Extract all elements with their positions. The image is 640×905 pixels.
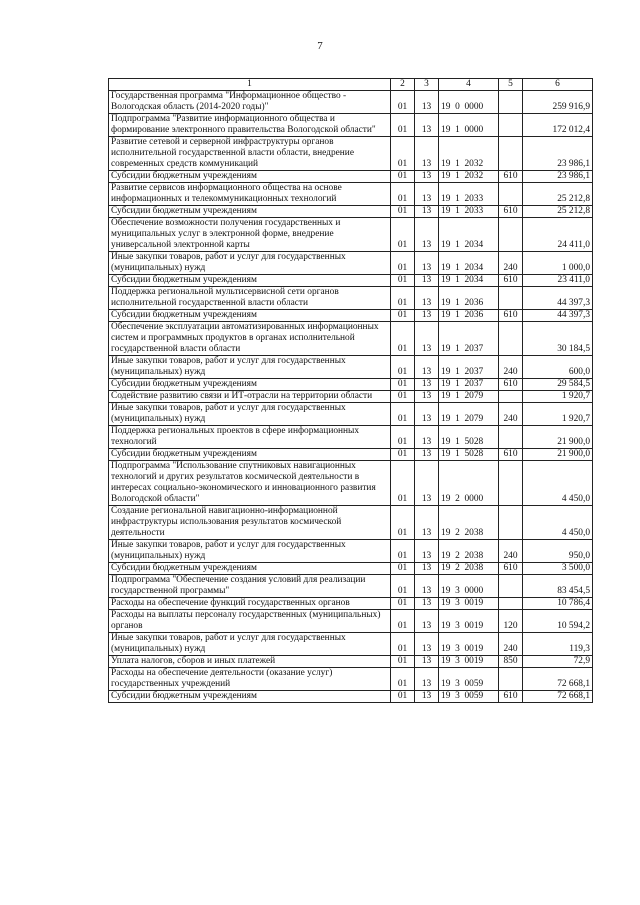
row-col-5: 610 [499,563,523,575]
row-name: Поддержка региональной мультисервисной сети органов исполнительной государственной власти области [109,287,391,310]
row-col-5: 610 [499,449,523,461]
row-col-2: 01 [391,540,415,563]
row-col-4: 19 2 2038 [439,563,499,575]
row-col-4: 19 2 0000 [439,461,499,506]
row-col-4: 19 1 2034 [439,218,499,252]
row-amount: 10 786,4 [523,598,593,610]
table-row [109,91,593,114]
row-col-5: 850 [499,656,523,668]
row-col-5 [499,426,523,449]
row-col-5 [499,114,523,137]
row-col-3: 13 [415,461,439,506]
header-col-5: 5 [499,79,523,91]
table-row [109,183,593,206]
row-name: Расходы на обеспечение функций государственных органов [109,598,391,610]
row-col-3: 13 [415,403,439,426]
row-name: Субсидии бюджетным учреждениям [109,206,391,218]
row-amount: 83 454,5 [523,575,593,598]
table-row [109,206,593,218]
row-amount: 172 012,4 [523,114,593,137]
row-col-2: 01 [391,575,415,598]
row-col-5: 240 [499,633,523,656]
row-col-4: 19 2 2038 [439,540,499,563]
page-number: 7 [317,40,323,52]
row-name: Подпрограмма "Использование спутниковых навигационных технологий и других результатов космической деятельности в интересах социально-экономического и инновационного развития Вологодской области" [109,461,391,506]
row-col-3: 13 [415,356,439,379]
table-row [109,275,593,287]
row-col-5: 240 [499,403,523,426]
table-row [109,322,593,356]
row-name: Иные закупки товаров, работ и услуг для государственных (муниципальных) нужд [109,633,391,656]
row-col-5: 240 [499,540,523,563]
row-col-2: 01 [391,633,415,656]
row-col-4: 19 1 2037 [439,322,499,356]
row-col-5: 610 [499,379,523,391]
budget-table [108,78,593,703]
row-name: Субсидии бюджетным учреждениям [109,275,391,287]
row-name: Иные закупки товаров, работ и услуг для государственных (муниципальных) нужд [109,403,391,426]
row-amount: 10 594,2 [523,610,593,633]
row-amount: 72 668,1 [523,691,593,703]
row-col-3: 13 [415,598,439,610]
table-row [109,449,593,461]
row-col-2: 01 [391,287,415,310]
row-col-2: 01 [391,137,415,171]
row-col-5 [499,137,523,171]
row-col-3: 13 [415,668,439,691]
row-name: Иные закупки товаров, работ и услуг для государственных (муниципальных) нужд [109,540,391,563]
row-col-3: 13 [415,91,439,114]
row-col-2: 01 [391,356,415,379]
row-name: Подпрограмма "Развитие информационного общества и формирование электронного правительства Вологодской области" [109,114,391,137]
row-col-3: 13 [415,540,439,563]
row-col-4: 19 1 2034 [439,252,499,275]
row-col-2: 01 [391,403,415,426]
row-col-4: 19 1 2032 [439,171,499,183]
row-col-3: 13 [415,656,439,668]
table-row [109,575,593,598]
row-name: Поддержка региональных проектов в сфере информационных технологий [109,426,391,449]
row-amount: 72 668,1 [523,668,593,691]
row-col-3: 13 [415,114,439,137]
row-col-5 [499,218,523,252]
row-col-5 [499,598,523,610]
row-name: Расходы на выплаты персоналу государственных (муниципальных) органов [109,610,391,633]
row-col-2: 01 [391,275,415,287]
row-col-5 [499,287,523,310]
row-col-4: 19 1 2034 [439,275,499,287]
row-col-5 [499,322,523,356]
row-col-4: 19 1 5028 [439,449,499,461]
row-col-3: 13 [415,137,439,171]
table-row [109,391,593,403]
row-col-3: 13 [415,252,439,275]
row-amount: 600,0 [523,356,593,379]
row-col-4: 19 3 0000 [439,575,499,598]
row-name: Уплата налогов, сборов и иных платежей [109,656,391,668]
row-amount: 950,0 [523,540,593,563]
row-col-3: 13 [415,426,439,449]
row-col-3: 13 [415,218,439,252]
table-row [109,218,593,252]
row-col-3: 13 [415,379,439,391]
table-row [109,171,593,183]
row-amount: 21 900,0 [523,449,593,461]
row-col-4: 19 3 0059 [439,691,499,703]
row-name: Иные закупки товаров, работ и услуг для государственных (муниципальных) нужд [109,252,391,275]
row-name: Субсидии бюджетным учреждениям [109,449,391,461]
table-row [109,633,593,656]
row-col-5: 610 [499,206,523,218]
row-col-2: 01 [391,391,415,403]
row-col-2: 01 [391,598,415,610]
row-col-2: 01 [391,691,415,703]
row-col-3: 13 [415,691,439,703]
row-col-5: 610 [499,691,523,703]
row-name: Подпрограмма "Обеспечение создания условий для реализации государственной программы" [109,575,391,598]
row-col-5 [499,575,523,598]
row-name: Субсидии бюджетным учреждениям [109,379,391,391]
row-name: Субсидии бюджетным учреждениям [109,563,391,575]
table-row [109,287,593,310]
row-col-4: 19 1 5028 [439,426,499,449]
row-name: Иные закупки товаров, работ и услуг для государственных (муниципальных) нужд [109,356,391,379]
row-amount: 1 920,7 [523,391,593,403]
row-amount: 29 584,5 [523,379,593,391]
row-amount: 259 916,9 [523,91,593,114]
row-amount: 72,9 [523,656,593,668]
row-col-3: 13 [415,391,439,403]
row-col-2: 01 [391,656,415,668]
row-col-2: 01 [391,610,415,633]
row-amount: 44 397,3 [523,310,593,322]
row-col-3: 13 [415,633,439,656]
row-name: Развитие сервисов информационного общества на основе информационных и телекоммуникационных технологий [109,183,391,206]
row-col-2: 01 [391,114,415,137]
row-col-3: 13 [415,171,439,183]
row-name: Обеспечение эксплуатации автоматизированных информационных систем и программных продуктов в органах исполнительной государственной власти области [109,322,391,356]
row-col-2: 01 [391,426,415,449]
header-col-4: 4 [439,79,499,91]
row-col-5 [499,91,523,114]
row-col-2: 01 [391,310,415,322]
row-col-5 [499,391,523,403]
row-col-3: 13 [415,275,439,287]
row-col-2: 01 [391,252,415,275]
row-col-3: 13 [415,610,439,633]
row-col-4: 19 1 2033 [439,206,499,218]
row-col-4: 19 3 0019 [439,598,499,610]
row-col-3: 13 [415,575,439,598]
row-amount: 25 212,8 [523,206,593,218]
row-col-5: 240 [499,356,523,379]
row-name: Субсидии бюджетным учреждениям [109,691,391,703]
row-amount: 4 450,0 [523,461,593,506]
row-col-4: 19 3 0019 [439,633,499,656]
row-col-5 [499,461,523,506]
row-amount: 30 184,5 [523,322,593,356]
row-col-4: 19 1 2032 [439,137,499,171]
table-row [109,461,593,506]
row-amount: 3 500,0 [523,563,593,575]
row-col-3: 13 [415,287,439,310]
row-col-2: 01 [391,563,415,575]
header-col-6: 6 [523,79,593,91]
row-col-4: 19 1 2036 [439,287,499,310]
row-col-3: 13 [415,206,439,218]
row-col-3: 13 [415,310,439,322]
row-col-4: 19 1 2037 [439,379,499,391]
row-name: Развитие сетевой и серверной инфраструктуры органов исполнительной государственной власти области, внедрение современных средств коммуникаций [109,137,391,171]
row-amount: 23 411,0 [523,275,593,287]
row-col-5: 240 [499,252,523,275]
table-row [109,610,593,633]
table-row [109,137,593,171]
row-amount: 25 212,8 [523,183,593,206]
table-row [109,310,593,322]
row-amount: 1 000,0 [523,252,593,275]
row-col-4: 19 3 0059 [439,668,499,691]
row-name: Содействие развитию связи и ИТ-отрасли на территории области [109,391,391,403]
row-col-5 [499,506,523,540]
row-amount: 24 411,0 [523,218,593,252]
table-row [109,403,593,426]
row-col-2: 01 [391,449,415,461]
row-col-4: 19 1 0000 [439,114,499,137]
row-name: Субсидии бюджетным учреждениям [109,310,391,322]
row-col-2: 01 [391,322,415,356]
row-col-2: 01 [391,461,415,506]
row-col-3: 13 [415,449,439,461]
row-col-2: 01 [391,379,415,391]
table-row [109,506,593,540]
row-name: Субсидии бюджетным учреждениям [109,171,391,183]
table-row [109,691,593,703]
row-col-5: 610 [499,171,523,183]
row-amount: 23 986,1 [523,171,593,183]
row-col-2: 01 [391,206,415,218]
table-row [109,114,593,137]
table-row [109,252,593,275]
row-col-4: 19 1 2033 [439,183,499,206]
row-col-4: 19 3 0019 [439,610,499,633]
row-col-4: 19 1 2079 [439,391,499,403]
row-col-4: 19 1 2037 [439,356,499,379]
row-amount: 1 920,7 [523,403,593,426]
row-col-4: 19 1 2036 [439,310,499,322]
header-col-1: 1 [109,79,391,91]
header-col-2: 2 [391,79,415,91]
row-name: Расходы на обеспечение деятельности (оказание услуг) государственных учреждений [109,668,391,691]
row-amount: 23 986,1 [523,137,593,171]
row-name: Государственная программа "Информационное общество - Вологодская область (2014-2020 годы)" [109,91,391,114]
table-row [109,379,593,391]
row-amount: 4 450,0 [523,506,593,540]
row-col-3: 13 [415,322,439,356]
row-col-2: 01 [391,218,415,252]
table-row [109,598,593,610]
header-col-3: 3 [415,79,439,91]
row-col-2: 01 [391,506,415,540]
row-col-4: 19 1 2079 [439,403,499,426]
table-row [109,356,593,379]
row-name: Создание региональной навигационно-информационной инфраструктуры использования результатов космической деятельности [109,506,391,540]
row-col-5: 610 [499,310,523,322]
row-amount: 44 397,3 [523,287,593,310]
row-col-2: 01 [391,668,415,691]
row-amount: 21 900,0 [523,426,593,449]
table-row [109,668,593,691]
row-col-3: 13 [415,563,439,575]
row-col-5 [499,183,523,206]
row-col-3: 13 [415,183,439,206]
row-amount: 119,3 [523,633,593,656]
row-name: Обеспечение возможности получения государственных и муниципальных услуг в электронной форме, внедрение универсальной электронной карты [109,218,391,252]
table-row [109,563,593,575]
table-row [109,426,593,449]
row-col-3: 13 [415,506,439,540]
table-row [109,656,593,668]
table-header-row [109,79,593,91]
row-col-5: 120 [499,610,523,633]
row-col-2: 01 [391,171,415,183]
row-col-5: 610 [499,275,523,287]
table-row [109,540,593,563]
row-col-4: 19 3 0019 [439,656,499,668]
row-col-5 [499,668,523,691]
row-col-4: 19 0 0000 [439,91,499,114]
row-col-2: 01 [391,183,415,206]
row-col-2: 01 [391,91,415,114]
row-col-4: 19 2 2038 [439,506,499,540]
